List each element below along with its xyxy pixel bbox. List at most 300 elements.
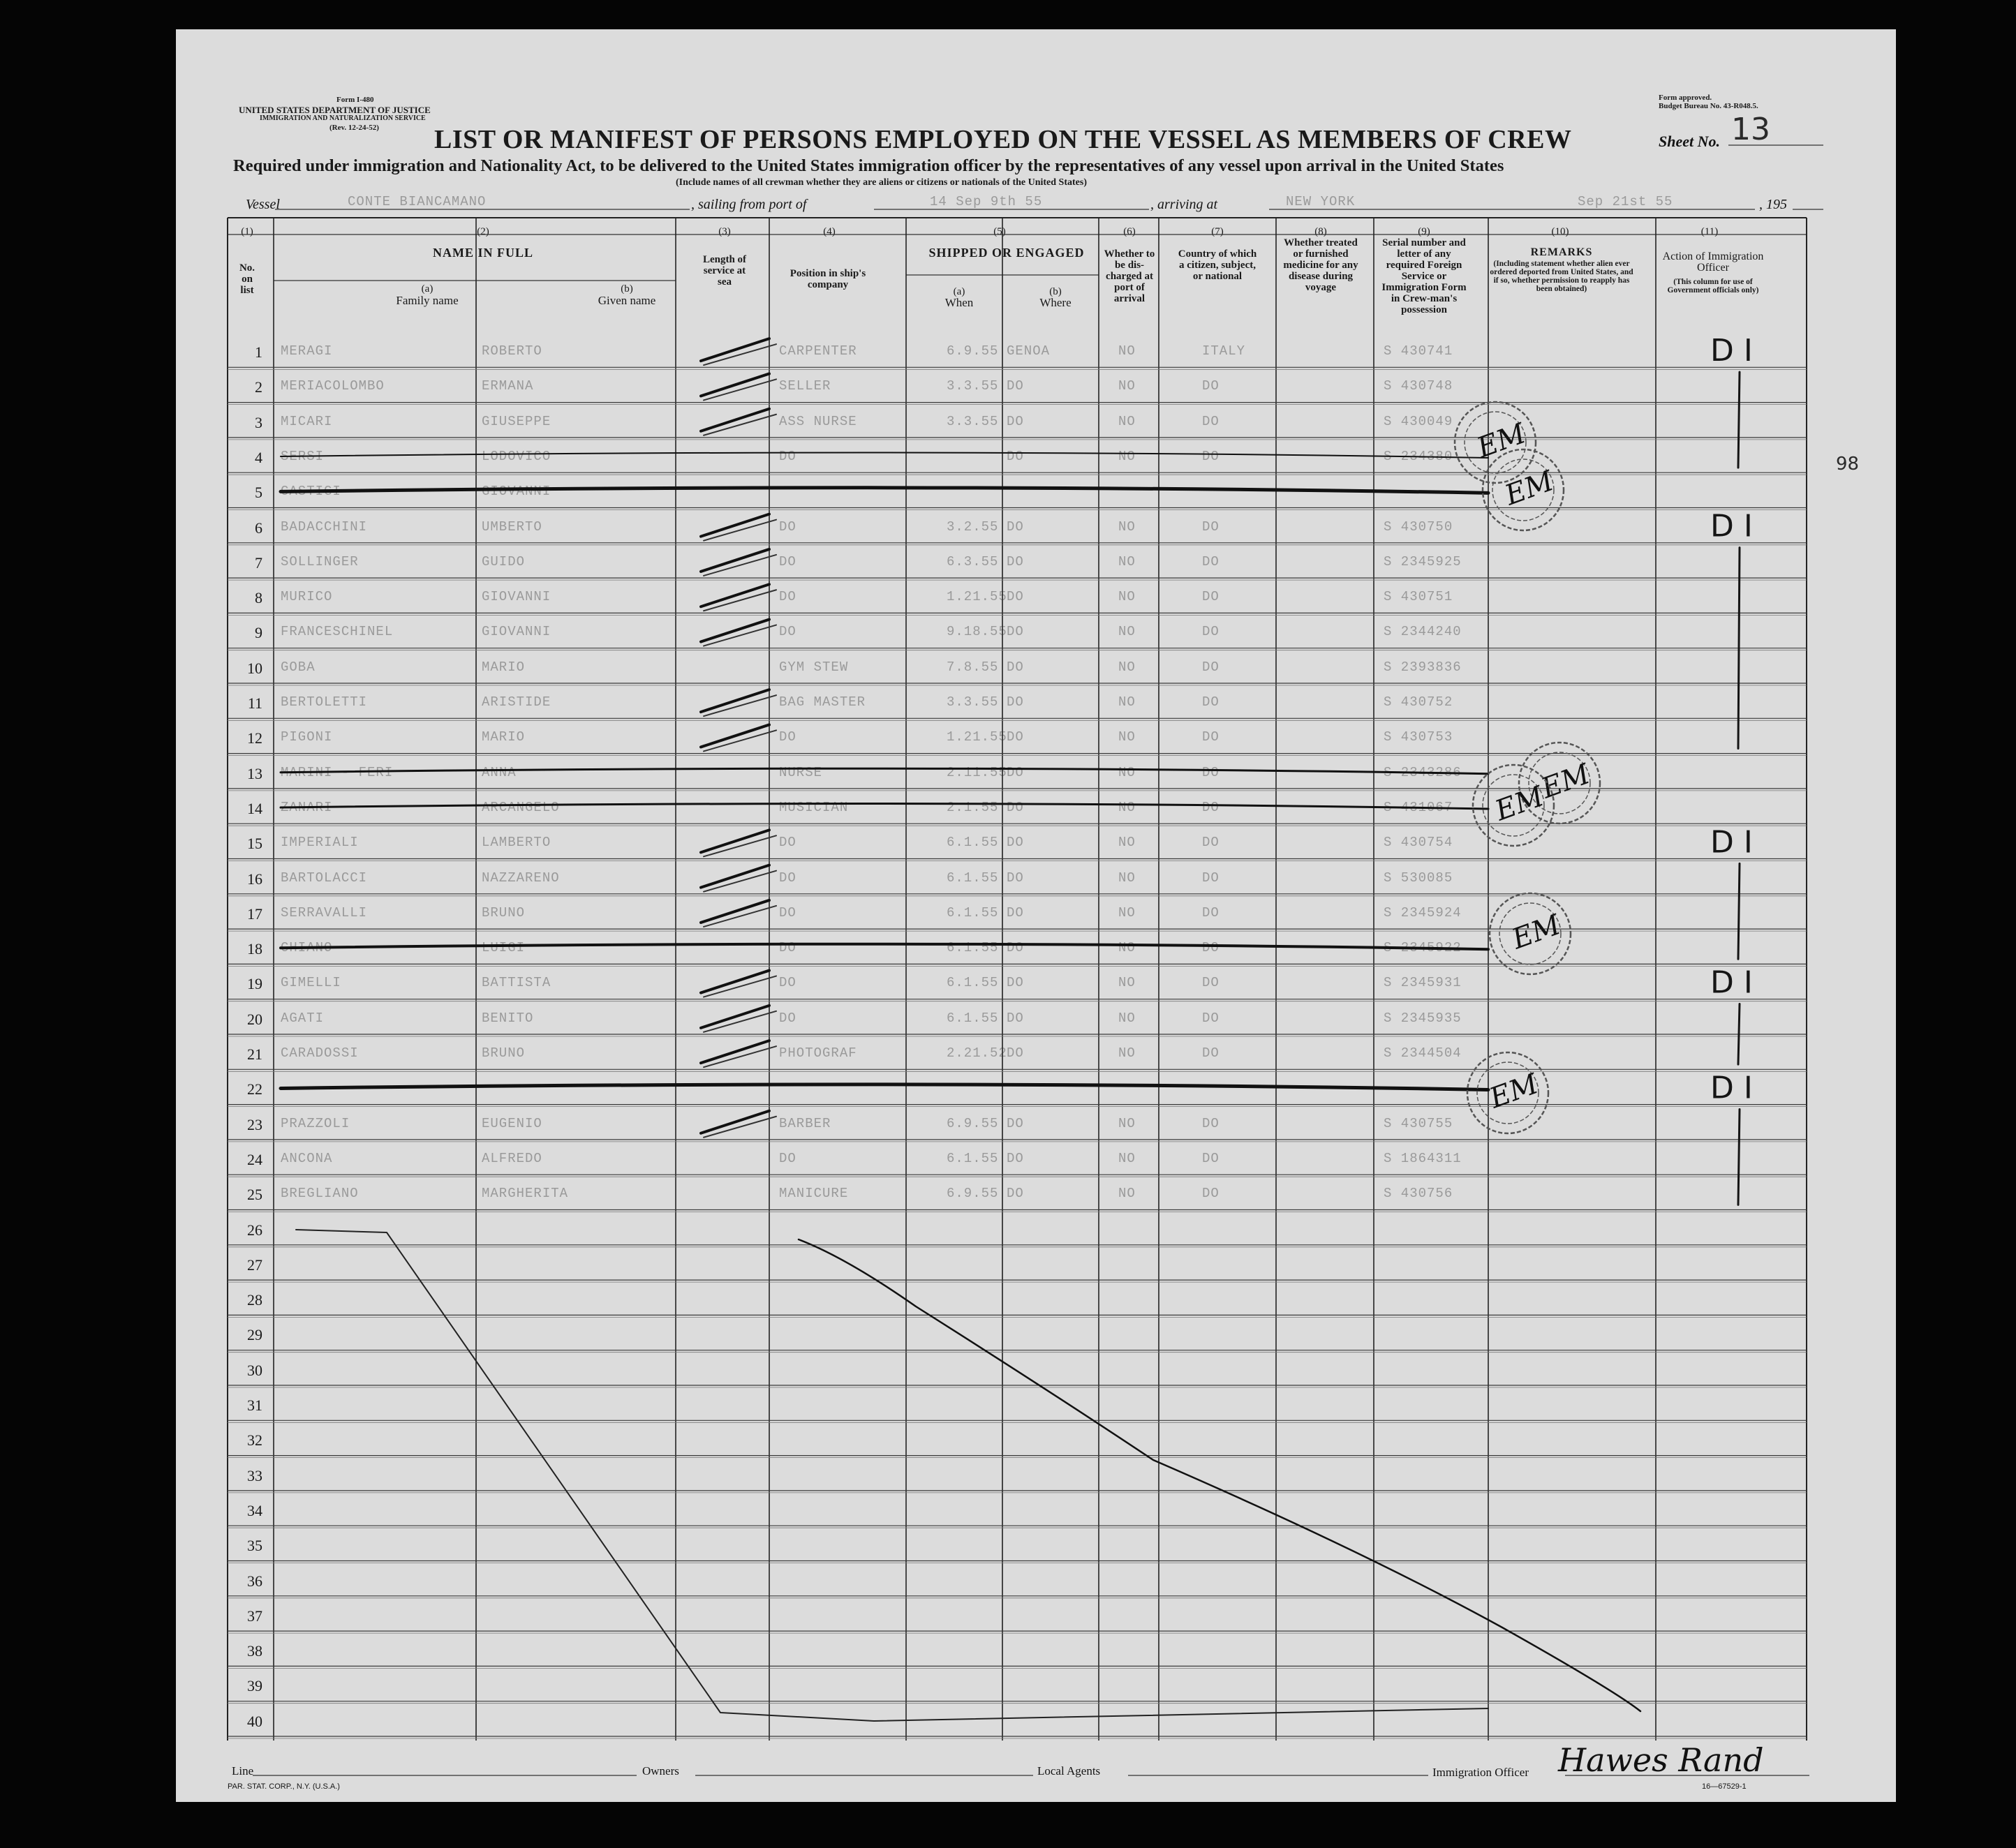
serial-cell: S 430049 xyxy=(1384,413,1453,429)
where-cell: DO xyxy=(1007,1010,1024,1026)
family-name-cell: PRAZZOLI xyxy=(281,1115,350,1131)
strike-line xyxy=(281,804,1488,810)
col-7-number: (7) xyxy=(1211,226,1224,237)
strike-line xyxy=(281,488,1488,493)
position-cell: DO xyxy=(779,519,796,535)
discharged-cell: NO xyxy=(1118,1115,1136,1131)
row-number: 4 xyxy=(255,448,262,466)
vessel-label: Vessel xyxy=(246,197,280,212)
given-name-cell: BATTISTA xyxy=(482,975,551,991)
action-mark: D I xyxy=(1710,964,1753,1001)
action-mark: D I xyxy=(1710,824,1753,860)
where-cell: DO xyxy=(1007,799,1024,815)
family-name-cell: BREGLIANO xyxy=(281,1186,359,1202)
remarks-note: (Including statement whether alien ever ordered deported from United States, and if so, whether permission to reapply has been obtained) xyxy=(1490,260,1633,293)
country-cell: DO xyxy=(1202,835,1220,851)
when-cell: 6.1.55 xyxy=(947,835,999,851)
family-name-cell: GIMELLI xyxy=(281,975,341,991)
cancel-stroke xyxy=(296,1230,1488,1721)
table-grid xyxy=(176,29,1896,1802)
serial-cell: S 234380 xyxy=(1384,448,1453,464)
row-number: 9 xyxy=(255,624,262,642)
discharged-cell: NO xyxy=(1118,589,1136,605)
serial-cell: S 431067 xyxy=(1384,799,1453,815)
given-name-cell: LODOVICO xyxy=(482,448,551,464)
consulate-stamp xyxy=(1455,402,1536,483)
col-3-number: (3) xyxy=(718,226,731,237)
country-cell: DO xyxy=(1202,1045,1220,1061)
stamp-initials: EM xyxy=(1508,909,1565,956)
family-name-cell: CHIANO xyxy=(281,940,333,956)
when-cell: 6.1.55 xyxy=(947,1150,999,1166)
remarks-header: REMARKS xyxy=(1530,246,1593,258)
country-cell: DO xyxy=(1202,904,1220,921)
family-name-header: Family name xyxy=(396,294,459,307)
family-name-cell: MICARI xyxy=(281,413,333,429)
action-tick xyxy=(1738,1004,1740,1065)
family-name-cell: CASTIGI xyxy=(281,484,341,500)
year-label: , 195 xyxy=(1759,197,1787,212)
serial-cell: S 2343286 xyxy=(1384,764,1462,780)
consulate-stamp xyxy=(1473,765,1554,846)
given-name-cell: MARGHERITA xyxy=(482,1186,569,1202)
col-4-number: (4) xyxy=(823,226,836,237)
serial-cell: S 430748 xyxy=(1384,378,1453,394)
form-revision: (Rev. 12-24-52) xyxy=(329,124,379,132)
when-cell: 2.21.52 xyxy=(947,1045,1007,1061)
row-number: 20 xyxy=(247,1010,262,1028)
action-header: Action of Immigration Officer xyxy=(1662,251,1764,274)
position-cell: DO xyxy=(779,870,796,886)
name-in-full-header: NAME IN FULL xyxy=(432,246,533,260)
discharged-cell: NO xyxy=(1118,1186,1136,1202)
row-number: 34 xyxy=(247,1501,262,1519)
action-mark: D I xyxy=(1710,333,1753,369)
given-name-cell: BRUNO xyxy=(482,1045,526,1061)
strike-line xyxy=(281,453,1488,459)
row-number: 30 xyxy=(247,1361,262,1379)
given-name-cell: LUIGI xyxy=(482,940,526,956)
footer-agents-label: Local Agents xyxy=(1037,1764,1101,1778)
position-cell: DO xyxy=(779,835,796,851)
family-name-cell: FRANCESCHINEL xyxy=(281,624,394,640)
manifest-sheet xyxy=(176,29,1896,1802)
position-cell: DO xyxy=(779,553,796,569)
department-name: UNITED STATES DEPARTMENT OF JUSTICE xyxy=(239,105,431,115)
when-cell: 7.8.55 xyxy=(947,659,999,675)
position-cell: GYM STEW xyxy=(779,659,849,675)
where-cell: DO xyxy=(1007,1150,1024,1166)
row-number: 19 xyxy=(247,975,262,993)
given-name-cell: NAZZARENO xyxy=(482,870,560,886)
given-name-cell: EUGENIO xyxy=(482,1115,542,1131)
when-cell: 6.1.55 xyxy=(947,975,999,991)
sailing-label: , sailing from port of xyxy=(691,197,807,212)
given-name-cell: GIUSEPPE xyxy=(482,413,551,429)
when-cell: 1.21.55 xyxy=(947,729,1007,745)
country-header: Country of which a citizen, subject, or national xyxy=(1178,248,1257,282)
discharged-cell: NO xyxy=(1118,799,1136,815)
serial-cell: S 2345931 xyxy=(1384,975,1462,991)
row-number: 3 xyxy=(255,413,262,431)
row-number: 29 xyxy=(247,1326,262,1344)
approval-line: Form approved. xyxy=(1659,94,1712,102)
sheet-number: 13 xyxy=(1731,112,1770,147)
family-name-cell: MARINI - FERI xyxy=(281,764,394,780)
footer-officer-label: Immigration Officer xyxy=(1432,1766,1529,1779)
where-cell: DO xyxy=(1007,835,1024,851)
where-cell: DO xyxy=(1007,1115,1024,1131)
given-name-cell: ALFREDO xyxy=(482,1150,542,1166)
where-cell: DO xyxy=(1007,694,1024,710)
form-subtitle: Required under immigration and Nationality Act, to be delivered to the United States immigration officer by the representatives of any vessel upon arrival in the United States xyxy=(233,156,1504,175)
row-number: 25 xyxy=(247,1186,262,1204)
family-name-cell: BERTOLETTI xyxy=(281,694,368,710)
given-name-cell: LAMBERTO xyxy=(482,835,551,851)
when-cell: 6.1.55 xyxy=(947,940,999,956)
country-cell: DO xyxy=(1202,975,1220,991)
position-header: Position in ship's company xyxy=(790,268,866,290)
country-cell: DO xyxy=(1202,1115,1220,1131)
when-cell: 6.1.55 xyxy=(947,904,999,921)
sheet-label: Sheet No. xyxy=(1659,133,1720,150)
row-number: 14 xyxy=(247,799,262,817)
serial-cell: S 430752 xyxy=(1384,694,1453,710)
col-9-number: (9) xyxy=(1418,226,1430,237)
family-name-cell: MERIACOLOMBO xyxy=(281,378,385,394)
discharged-cell: NO xyxy=(1118,1010,1136,1026)
no-on-list-header: No. on list xyxy=(239,262,255,296)
country-cell: DO xyxy=(1202,1186,1220,1202)
when-cell: 6.1.55 xyxy=(947,870,999,886)
position-cell: MANICURE xyxy=(779,1186,849,1202)
where-cell: DO xyxy=(1007,764,1024,780)
position-cell: BARBER xyxy=(779,1115,831,1131)
country-cell: DO xyxy=(1202,378,1220,394)
col-10-number: (10) xyxy=(1551,226,1569,237)
action-tick xyxy=(1738,1109,1740,1205)
row-number: 11 xyxy=(247,694,262,712)
action-note: (This column for use of Government officials only) xyxy=(1667,278,1759,295)
where-letter: (b) xyxy=(1049,286,1062,297)
row-number: 28 xyxy=(247,1291,262,1309)
given-name-cell: BENITO xyxy=(482,1010,534,1026)
row-number: 5 xyxy=(255,484,262,502)
family-name-cell: BADACCHINI xyxy=(281,519,368,535)
row-number: 40 xyxy=(247,1712,262,1730)
country-cell: DO xyxy=(1202,764,1220,780)
discharged-header: Whether to be dis-charged at port of arrival xyxy=(1104,248,1155,304)
discharged-cell: NO xyxy=(1118,413,1136,429)
family-name-cell: SERRAVALLI xyxy=(281,904,368,921)
where-header: Where xyxy=(1039,296,1072,309)
medicine-header: Whether treated or furnished medicine for any disease during voyage xyxy=(1283,237,1358,293)
form-note: (Include names of all crewman whether they are aliens or citizens or nationals of the United States) xyxy=(676,177,1087,188)
given-name-cell: MARIO xyxy=(482,659,526,675)
family-name-cell: MURICO xyxy=(281,589,333,605)
country-cell: DO xyxy=(1202,870,1220,886)
row-number: 32 xyxy=(247,1431,262,1450)
position-cell: DO xyxy=(779,1150,796,1166)
when-header: When xyxy=(944,296,974,309)
action-mark: D I xyxy=(1710,1070,1753,1106)
when-cell: 3.2.55 xyxy=(947,519,999,535)
position-cell: DO xyxy=(779,940,796,956)
row-number: 16 xyxy=(247,870,262,888)
col-11-number: (11) xyxy=(1700,226,1719,237)
cancel-stroke xyxy=(799,1239,1640,1711)
where-cell: DO xyxy=(1007,975,1024,991)
when-cell: 1.21.55 xyxy=(947,589,1007,605)
when-cell: 3.3.55 xyxy=(947,413,999,429)
country-cell: DO xyxy=(1202,589,1220,605)
row-number: 27 xyxy=(247,1255,262,1274)
stamp-initials: EM xyxy=(1473,417,1530,465)
row-number: 21 xyxy=(247,1045,262,1063)
where-cell: DO xyxy=(1007,553,1024,569)
when-cell: 3.3.55 xyxy=(947,694,999,710)
position-cell: DO xyxy=(779,448,796,464)
country-cell: DO xyxy=(1202,799,1220,815)
where-cell: DO xyxy=(1007,448,1024,464)
position-cell: NURSE xyxy=(779,764,823,780)
serial-header: Serial number and letter of any required Foreign Service or Immigration Form in Crew-man's possession xyxy=(1381,237,1467,315)
discharged-cell: NO xyxy=(1118,378,1136,394)
family-name-cell: BARTOLACCI xyxy=(281,870,368,886)
form-title: LIST OR MANIFEST OF PERSONS EMPLOYED ON THE VESSEL AS MEMBERS OF CREW xyxy=(434,125,1572,154)
col-2-number: (2) xyxy=(477,226,489,237)
shipped-engaged-header: SHIPPED OR ENGAGED xyxy=(928,246,1085,260)
discharged-cell: NO xyxy=(1118,1150,1136,1166)
family-name-cell: PIGONI xyxy=(281,729,333,745)
row-number: 18 xyxy=(247,940,262,958)
when-cell: 6.9.55 xyxy=(947,343,999,359)
given-name-cell: GUIDO xyxy=(482,553,526,569)
serial-cell: S 1864311 xyxy=(1384,1150,1462,1166)
country-cell: DO xyxy=(1202,448,1220,464)
country-cell: DO xyxy=(1202,624,1220,640)
row-number: 38 xyxy=(247,1642,262,1660)
discharged-cell: NO xyxy=(1118,343,1136,359)
serial-cell: S 2393836 xyxy=(1384,659,1462,675)
sailing-from: 14 Sep 9th 55 xyxy=(930,194,1043,209)
strike-line xyxy=(281,944,1488,950)
when-cell: 2.11.55 xyxy=(947,764,1007,780)
when-letter: (a) xyxy=(953,286,965,297)
row-number: 22 xyxy=(247,1080,262,1098)
given-name-cell: MARIO xyxy=(482,729,526,745)
where-cell: DO xyxy=(1007,624,1024,640)
strike-line xyxy=(281,1085,1488,1090)
position-cell: CARPENTER xyxy=(779,343,857,359)
where-cell: DO xyxy=(1007,589,1024,605)
discharged-cell: NO xyxy=(1118,835,1136,851)
serial-cell: S 2345924 xyxy=(1384,904,1462,921)
action-tick xyxy=(1738,372,1740,468)
strike-line xyxy=(281,768,1488,774)
position-cell: DO xyxy=(779,589,796,605)
footer-line-label: Line xyxy=(232,1764,254,1778)
row-number: 12 xyxy=(247,729,262,747)
row-number: 33 xyxy=(247,1466,262,1484)
footer-printer: PAR. STAT. CORP., N.Y. (U.S.A.) xyxy=(228,1782,340,1791)
country-cell: DO xyxy=(1202,1010,1220,1026)
serial-cell: S 2344240 xyxy=(1384,624,1462,640)
discharged-cell: NO xyxy=(1118,870,1136,886)
family-name-cell: ANCONA xyxy=(281,1150,333,1166)
discharged-cell: NO xyxy=(1118,940,1136,956)
where-cell: DO xyxy=(1007,659,1024,675)
country-cell: DO xyxy=(1202,694,1220,710)
row-number: 23 xyxy=(247,1115,262,1133)
given-name-header: Given name xyxy=(598,294,656,307)
position-cell: BAG MASTER xyxy=(779,694,866,710)
country-cell: DO xyxy=(1202,413,1220,429)
position-cell: MUSICIAN xyxy=(779,799,849,815)
discharged-cell: NO xyxy=(1118,975,1136,991)
row-number: 36 xyxy=(247,1572,262,1590)
budget-bureau-line: Budget Bureau No. 43-R048.5. xyxy=(1659,102,1758,110)
row-number: 39 xyxy=(247,1677,262,1695)
serial-cell: S 430753 xyxy=(1384,729,1453,745)
where-cell: DO xyxy=(1007,1045,1024,1061)
discharged-cell: NO xyxy=(1118,624,1136,640)
when-cell: 2.1.55 xyxy=(947,799,999,815)
action-mark: D I xyxy=(1710,508,1753,544)
row-number: 1 xyxy=(255,343,262,361)
position-cell: SELLER xyxy=(779,378,831,394)
when-cell: 6.9.55 xyxy=(947,1186,999,1202)
where-cell: DO xyxy=(1007,519,1024,535)
serial-cell: S 530085 xyxy=(1384,870,1453,886)
given-name-cell: GIOVANNI xyxy=(482,589,551,605)
position-cell: DO xyxy=(779,729,796,745)
where-cell: DO xyxy=(1007,870,1024,886)
when-cell: 3.3.55 xyxy=(947,378,999,394)
family-name-cell: MERAGI xyxy=(281,343,333,359)
discharged-cell: NO xyxy=(1118,553,1136,569)
row-number: 17 xyxy=(247,904,262,923)
serial-cell: S 2345922 xyxy=(1384,940,1462,956)
given-name-cell: UMBERTO xyxy=(482,519,542,535)
officer-signature: Hawes Rand xyxy=(1558,1741,1764,1779)
given-name-cell: ANNA xyxy=(482,764,517,780)
discharged-cell: NO xyxy=(1118,659,1136,675)
family-name-cell: AGATI xyxy=(281,1010,325,1026)
row-number: 24 xyxy=(247,1150,262,1168)
when-cell: 6.3.55 xyxy=(947,553,999,569)
where-cell: GENOA xyxy=(1007,343,1051,359)
where-cell: DO xyxy=(1007,729,1024,745)
consulate-stamp xyxy=(1483,449,1564,530)
country-cell: DO xyxy=(1202,519,1220,535)
action-tick xyxy=(1738,548,1740,749)
country-cell: ITALY xyxy=(1202,343,1246,359)
family-name-cell: SOLLINGER xyxy=(281,553,359,569)
service-name: IMMIGRATION AND NATURALIZATION SERVICE xyxy=(260,114,426,122)
family-name-cell: IMPERIALI xyxy=(281,835,359,851)
position-cell: ASS NURSE xyxy=(779,413,857,429)
given-name-cell: ROBERTO xyxy=(482,343,542,359)
footer-code: 16—67529-1 xyxy=(1702,1782,1747,1791)
form-number: Form I-480 xyxy=(336,96,374,104)
discharged-cell: NO xyxy=(1118,1045,1136,1061)
given-name-cell: ARISTIDE xyxy=(482,694,551,710)
consulate-stamp xyxy=(1490,893,1571,974)
position-cell: DO xyxy=(779,904,796,921)
col-1-number: (1) xyxy=(241,226,253,237)
serial-cell: S 430754 xyxy=(1384,835,1453,851)
row-number: 7 xyxy=(255,553,262,572)
discharged-cell: NO xyxy=(1118,519,1136,535)
col-6-number: (6) xyxy=(1123,226,1136,237)
discharged-cell: NO xyxy=(1118,904,1136,921)
row-number: 2 xyxy=(255,378,262,396)
country-cell: DO xyxy=(1202,1150,1220,1166)
col-5-number: (5) xyxy=(993,226,1006,237)
stamp-initials: EM xyxy=(1537,758,1594,805)
footer-owners-label: Owners xyxy=(642,1764,679,1778)
action-tick xyxy=(1738,863,1740,959)
family-name-letter: (a) xyxy=(421,283,433,295)
row-number: 31 xyxy=(247,1396,262,1414)
serial-cell: S 430751 xyxy=(1384,589,1453,605)
serial-cell: S 430741 xyxy=(1384,343,1453,359)
discharged-cell: NO xyxy=(1118,694,1136,710)
given-name-letter: (b) xyxy=(621,283,633,295)
family-name-cell: CARADOSSI xyxy=(281,1045,359,1061)
discharged-cell: NO xyxy=(1118,729,1136,745)
discharged-cell: NO xyxy=(1118,448,1136,464)
consulate-stamp xyxy=(1467,1052,1548,1133)
row-number: 26 xyxy=(247,1221,262,1239)
where-cell: DO xyxy=(1007,940,1024,956)
given-name-cell: ARCANGELO xyxy=(482,799,560,815)
serial-cell: S 2344504 xyxy=(1384,1045,1462,1061)
length-of-service-header: Length of service at sea xyxy=(702,254,747,288)
given-name-cell: GIOVANNI xyxy=(482,624,551,640)
where-cell: DO xyxy=(1007,378,1024,394)
row-number: 10 xyxy=(247,659,262,677)
when-cell: 6.9.55 xyxy=(947,1115,999,1131)
serial-cell: S 430755 xyxy=(1384,1115,1453,1131)
serial-cell: S 430750 xyxy=(1384,519,1453,535)
row-number: 37 xyxy=(247,1607,262,1625)
position-cell: DO xyxy=(779,975,796,991)
where-cell: DO xyxy=(1007,413,1024,429)
row-number: 6 xyxy=(255,519,262,537)
row-number: 35 xyxy=(247,1537,262,1555)
arriving-label: , arriving at xyxy=(1150,197,1218,212)
stamp-initials: EM xyxy=(1501,465,1558,512)
stamp-initials: EM xyxy=(1491,780,1548,828)
family-name-cell: GOBA xyxy=(281,659,316,675)
position-cell: PHOTOGRAF xyxy=(779,1045,857,1061)
margin-number: 98 xyxy=(1836,454,1860,475)
given-name-cell: GIOVANNI xyxy=(482,484,551,500)
when-cell: 6.1.55 xyxy=(947,1010,999,1026)
row-number: 8 xyxy=(255,589,262,607)
country-cell: DO xyxy=(1202,659,1220,675)
given-name-cell: ERMANA xyxy=(482,378,534,394)
when-cell: 9.18.55 xyxy=(947,624,1007,640)
arrival-date: Sep 21st 55 xyxy=(1578,194,1673,209)
family-name-cell: ZANARI xyxy=(281,799,333,815)
position-cell: DO xyxy=(779,1010,796,1026)
discharged-cell: NO xyxy=(1118,764,1136,780)
country-cell: DO xyxy=(1202,940,1220,956)
country-cell: DO xyxy=(1202,729,1220,745)
